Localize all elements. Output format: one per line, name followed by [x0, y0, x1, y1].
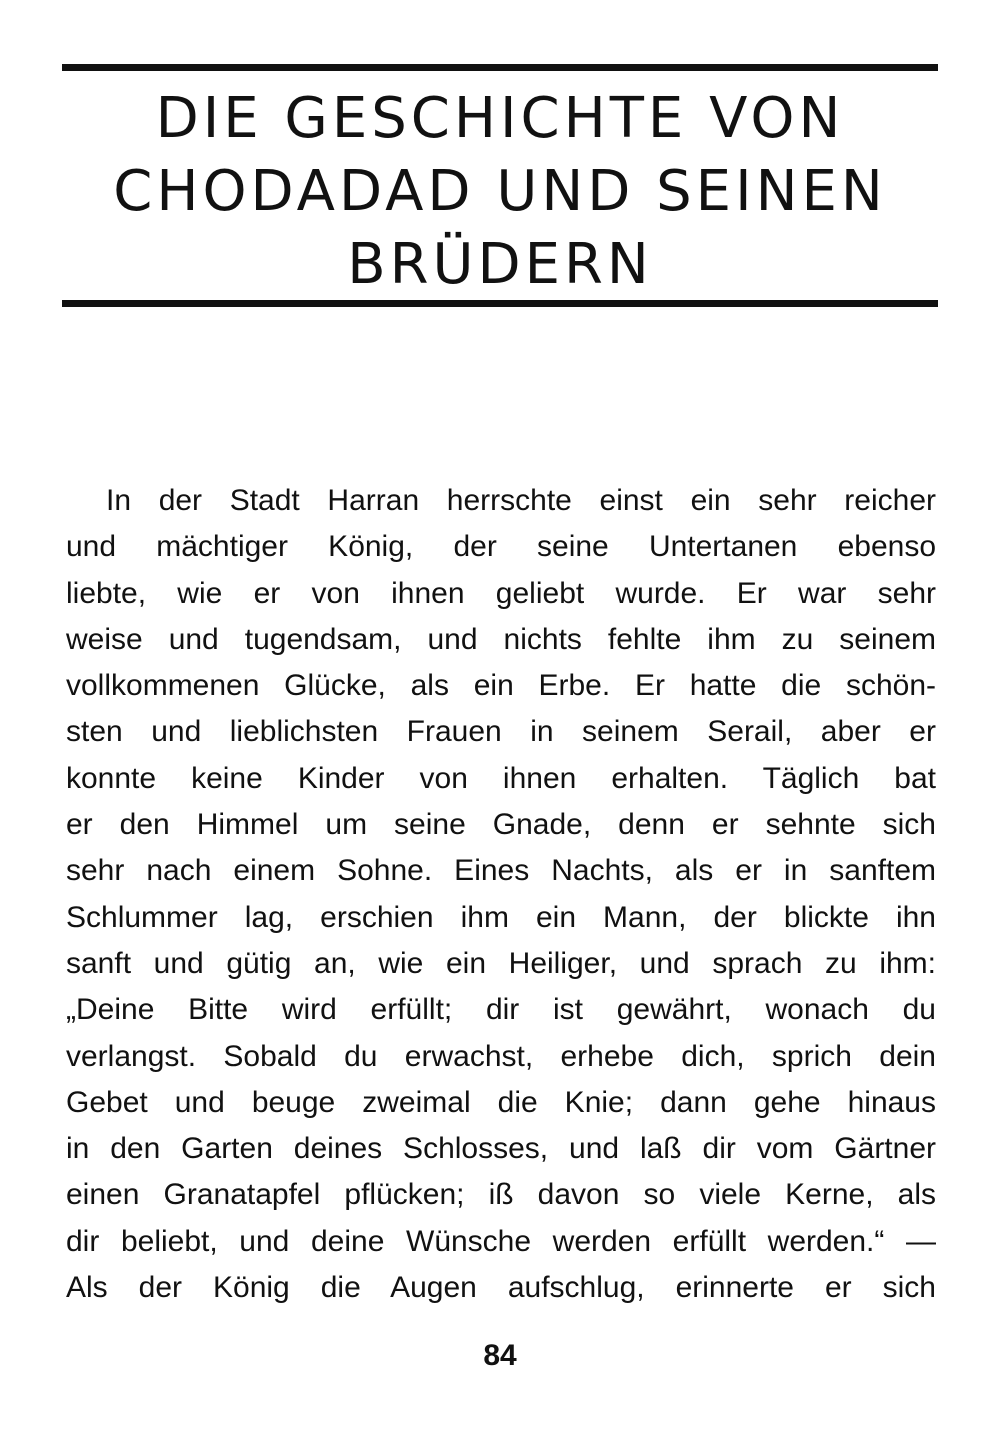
text-line: in den Garten deines Schlosses, und laß dir vom Gärtner	[66, 1132, 936, 1166]
text-line: Als der König die Augen aufschlug, erinnerte er sich	[66, 1271, 936, 1305]
page-number: 84	[483, 1339, 517, 1372]
text-line: sten und lieblichsten Frauen in seinem Serail, aber er	[66, 715, 936, 749]
text-line: und mächtiger König, der seine Untertanen ebenso	[66, 530, 936, 564]
text-line: liebte, wie er von ihnen geliebt wurde. Er war sehr	[66, 576, 936, 610]
chapter-title-line: DIE GESCHICHTE VON	[155, 86, 845, 151]
text-line: Gebet und beuge zweimal die Knie; dann gehe hinaus	[66, 1085, 936, 1119]
chapter-title	[62, 82, 938, 301]
chapter-title-line: BRÜDERN	[347, 232, 653, 297]
text-line: einen Granatapfel pflücken; iß davon so viele Kerne, als	[66, 1178, 936, 1212]
chapter-title-line: CHODADAD UND SEINEN	[113, 159, 887, 224]
text-line: konnte keine Kinder von ihnen erhalten. Täglich bat	[66, 761, 936, 795]
title-top-rule	[62, 64, 938, 71]
text-line: sehr nach einem Sohne. Eines Nachts, als er in sanftem	[66, 854, 936, 888]
text-line: weise und tugendsam, und nichts fehlte ihm zu seinem	[66, 622, 936, 656]
text-line: sanft und gütig an, wie ein Heiliger, und sprach zu ihm:	[66, 946, 936, 980]
text-line: In der Stadt Harran herrschte einst ein sehr reicher	[106, 484, 936, 517]
text-line: „Deine Bitte wird erfüllt; dir ist gewährt, wonach du	[66, 993, 936, 1027]
title-bottom-rule	[62, 300, 938, 307]
text-line: vollkommenen Glücke, als ein Erbe. Er hatte die schön-	[66, 669, 936, 703]
text-line: verlangst. Sobald du erwachst, erhebe dich, sprich dein	[66, 1039, 936, 1073]
text-line: er den Himmel um seine Gnade, denn er sehnte sich	[66, 808, 936, 842]
text-line: Schlummer lag, erschien ihm ein Mann, der blickte ihn	[66, 900, 936, 934]
body-paragraph	[66, 478, 936, 1311]
text-line: dir beliebt, und deine Wünsche werden erfüllt werden.“ —	[66, 1224, 936, 1258]
